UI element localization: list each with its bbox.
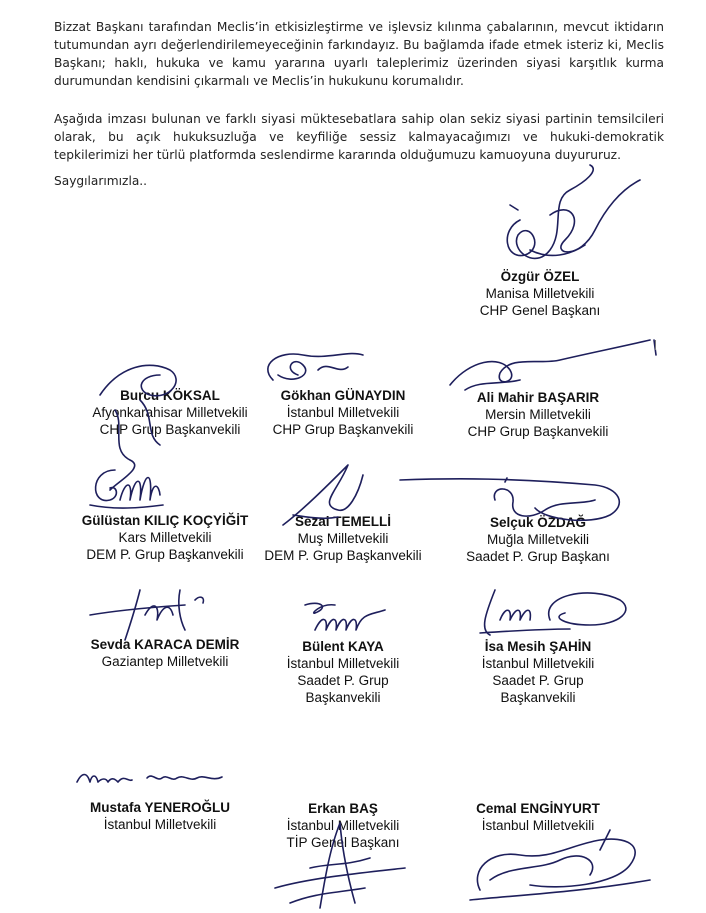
signature-ozel bbox=[490, 160, 650, 280]
signatory-name: Selçuk ÖZDAĞ bbox=[489, 515, 587, 530]
signatory-name: Cemal ENGİNYURT bbox=[476, 801, 600, 816]
signatory-name: Gökhan GÜNAYDIN bbox=[280, 388, 406, 403]
signature-kocyigit bbox=[85, 460, 165, 520]
signature-basarir bbox=[440, 335, 660, 400]
signatory-title: Muş Milletvekili bbox=[297, 531, 389, 546]
signatory-name: Erkan BAŞ bbox=[308, 801, 378, 816]
scan-mark bbox=[655, 340, 656, 350]
signature-bas bbox=[270, 808, 410, 913]
signatory-title: Başkanvekili bbox=[305, 690, 381, 705]
signatory-title: Afyonkarahisar Milletvekili bbox=[92, 405, 248, 420]
signature-sahin bbox=[470, 585, 640, 645]
signatory-name: Sezai TEMELLİ bbox=[294, 514, 392, 529]
signature-kaya bbox=[300, 595, 390, 640]
signature-enginyurt bbox=[460, 820, 660, 905]
signatory-name: Bülent KAYA bbox=[302, 639, 384, 654]
signatory-name: Gülüstan KILIÇ KOÇYİĞİT bbox=[81, 513, 249, 528]
signatory-title: Saadet P. Grup bbox=[492, 673, 584, 688]
signatory-name: Burcu KÖKSAL bbox=[120, 388, 220, 403]
signatory-title: İstanbul Milletvekili bbox=[103, 817, 217, 832]
signatory-title: CHP Genel Başkanı bbox=[479, 303, 601, 318]
paragraph-1: Bizzat Başkanı tarafından Meclis’in etkisizleştirme ve işlevsiz kılınma çabalarının, mevcut iktidarın tutumundan ayrı değerlendirilemeyeceğinin farkındayız. Bu bağlamda ifade etmek isteriz ki, Meclis Başkanı; haklı, hukuka ve kamu yararına uyarlı taleplerimiz üzerinden siyasi karşıtlık kurma durumundan kendisini çıkarmalı ve Meclis’in hukukunu korumalıdır. bbox=[54, 20, 664, 88]
signatory-title: İstanbul Milletvekili bbox=[286, 656, 400, 671]
signatory-title: DEM P. Grup Başkanvekili bbox=[264, 548, 422, 563]
signatory-title: CHP Grup Başkanvekili bbox=[99, 422, 241, 437]
signatory-name: Mustafa YENEROĞLU bbox=[89, 800, 231, 815]
signature-yeneroglu bbox=[72, 768, 232, 792]
signatory-kaya bbox=[238, 638, 448, 706]
signatory-title: İstanbul Milletvekili bbox=[286, 818, 400, 833]
paragraph-2: Aşağıda imzası bulunan ve farklı siyasi müktesebatlara sahip olan sekiz siyasi partinin temsilcileri olarak, bu açık hukuksuzluğa ve keyfiliğe sessiz kalmayacağımızı ve hukuki-demokratik tepkilerimizi her türlü platformda seslendirme kararında olduğumuzu kamuoyuna duyururuz. bbox=[54, 112, 664, 162]
signatory-title: İstanbul Milletvekili bbox=[481, 656, 595, 671]
signatory-title: Manisa Milletvekili bbox=[485, 286, 595, 301]
signature-gunaydin bbox=[258, 345, 378, 395]
signatory-sahin bbox=[428, 638, 648, 706]
signatory-title: Mersin Milletvekili bbox=[485, 407, 591, 422]
signature-temelli bbox=[278, 455, 368, 535]
signatory-name: İsa Mesih ŞAHİN bbox=[484, 639, 592, 654]
closing-line: Saygılarımızla.. bbox=[54, 174, 148, 188]
signatory-name: Ali Mahir BAŞARIR bbox=[476, 390, 600, 405]
signatory-title: Muğla Milletvekili bbox=[486, 532, 590, 547]
signatory-name: Özgür ÖZEL bbox=[500, 269, 580, 284]
signatory-title: Gaziantep Milletvekili bbox=[101, 654, 229, 669]
signatory-title: CHP Grup Başkanvekili bbox=[272, 422, 414, 437]
signature-karaca-demir bbox=[85, 585, 215, 645]
signatory-name: Sevda KARACA DEMİR bbox=[90, 637, 240, 652]
signatory-title: İstanbul Milletvekili bbox=[481, 818, 595, 833]
signatory-title: Kars Milletvekili bbox=[118, 530, 212, 545]
signatory-title: TİP Genel Başkanı bbox=[286, 835, 400, 850]
signatory-title: Saadet P. Grup Başkanı bbox=[466, 549, 610, 564]
signatory-title: CHP Grup Başkanvekili bbox=[467, 424, 609, 439]
signatory-title: Başkanvekili bbox=[500, 690, 576, 705]
signature-ozdag bbox=[395, 470, 635, 535]
signatory-title: Saadet P. Grup bbox=[297, 673, 389, 688]
signatory-title: İstanbul Milletvekili bbox=[286, 405, 400, 420]
signatory-title: DEM P. Grup Başkanvekili bbox=[86, 547, 244, 562]
